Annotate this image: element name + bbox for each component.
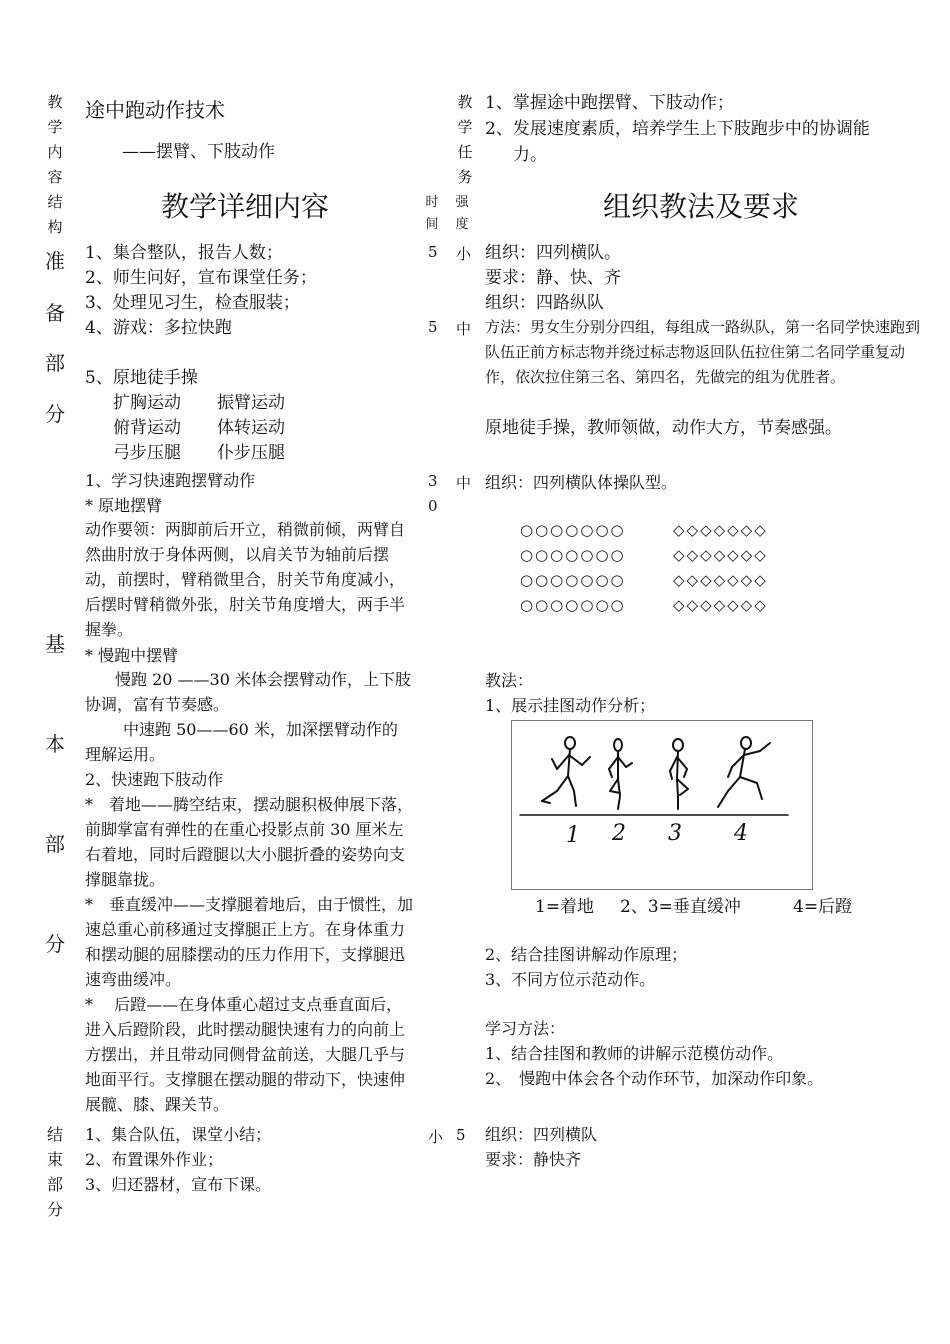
main-p3: 中速跑 50——60 米，加深摆臂动作的理解运用。 bbox=[85, 720, 398, 764]
prep-org: 要求：静、快、齐 bbox=[485, 268, 621, 288]
phase-number: 3 bbox=[668, 821, 682, 846]
main-label-2: 本 bbox=[45, 732, 65, 756]
prep-item: 5、原地徒手操 bbox=[85, 368, 198, 388]
end-item: 3、归还器材，宣布下课。 bbox=[85, 1175, 272, 1194]
figure-caption-1: 1=着地 bbox=[535, 897, 595, 917]
end-time: 5 bbox=[456, 1126, 466, 1144]
main-org: 组织：四列横队体操队型。 bbox=[485, 473, 678, 492]
main-label-4: 分 bbox=[45, 932, 65, 956]
circle-row: ○○○○○○○ bbox=[520, 596, 626, 614]
runner-figure-2 bbox=[609, 739, 632, 809]
phase-number: 1 bbox=[566, 823, 580, 848]
intensity-header: 强 度 bbox=[455, 195, 469, 232]
task-2: 2、发展速度素质，培养学生上下肢跑步中的协调能 bbox=[485, 119, 870, 139]
running-phases-figure bbox=[511, 720, 813, 890]
time-header: 时 间 bbox=[425, 195, 439, 232]
main-time-b: 0 bbox=[428, 497, 438, 515]
main-label-3: 部 bbox=[45, 832, 65, 856]
main-item-2: 2、快速跑下肢动作 bbox=[85, 770, 224, 789]
main-sub-1: * 原地摆臂 bbox=[85, 496, 163, 515]
organization-heading: 组织教法及要求 bbox=[603, 190, 800, 223]
runner-figure-1 bbox=[542, 737, 590, 806]
exercise: 体转运动 bbox=[217, 418, 285, 438]
teaching-task-label: 教 学 任 务 bbox=[457, 93, 473, 186]
formation-diamonds bbox=[673, 518, 768, 618]
main-sub-2: * 慢跑中摆臂 bbox=[85, 646, 179, 665]
lesson-subtitle: ——摆臂、下肢动作 bbox=[122, 142, 275, 162]
prep-label-2: 备 bbox=[45, 301, 65, 325]
task-2-cont: 力。 bbox=[513, 145, 547, 165]
exercise: 扩胸运动 bbox=[113, 393, 181, 413]
prep-item: 3、处理见习生，检查服装； bbox=[85, 293, 300, 313]
main-time: 3 bbox=[428, 472, 438, 490]
running-figures-svg bbox=[512, 721, 812, 889]
circle-row: ○○○○○○○ bbox=[520, 546, 626, 564]
end-item: 2、布置课外作业； bbox=[85, 1150, 224, 1169]
main-p2: 慢跑 20 ——30 米体会摆臂动作，上下肢协调，富有节奏感。 bbox=[85, 670, 411, 714]
exercise: 弓步压腿 bbox=[113, 443, 181, 463]
prep-item: 4、游戏：多拉快跑 bbox=[85, 318, 232, 338]
lesson-title: 途中跑动作技术 bbox=[85, 98, 225, 122]
main-intensity: 中 bbox=[456, 474, 472, 492]
prep-label-3: 部 bbox=[45, 351, 65, 375]
learn-1: 1、结合挂图和教师的讲解示范模仿动作。 bbox=[485, 1044, 784, 1063]
prep-method-2: 原地徒手操，教师领做，动作大方，节奏感强。 bbox=[485, 418, 842, 438]
runner-figure-3 bbox=[670, 739, 688, 809]
teach-title: 教法： bbox=[485, 671, 534, 690]
main-p4: * 着地——腾空结束，摆动腿积极伸展下落，前脚掌富有弹性的在重心投影点前 30 厘米左右着地，同时后蹬腿以大小腿折叠的姿势向支撑腿靠拢。 bbox=[85, 795, 414, 889]
teach-1: 1、展示挂图动作分析； bbox=[485, 696, 656, 715]
diamond-row: ◇◇◇◇◇◇◇ bbox=[673, 571, 768, 589]
prep-item: 1、集合整队，报告人数； bbox=[85, 243, 283, 263]
exercise: 振臂运动 bbox=[217, 393, 285, 413]
prep-org: 组织：四路纵队 bbox=[485, 293, 604, 313]
exercise: 俯背运动 bbox=[113, 418, 181, 438]
prep-item: 2、师生问好，宣布课堂任务； bbox=[85, 268, 317, 288]
diamond-row: ◇◇◇◇◇◇◇ bbox=[673, 546, 768, 564]
phase-number: 2 bbox=[612, 821, 626, 846]
end-item: 1、集合队伍，课堂小结； bbox=[85, 1125, 272, 1144]
phase-number: 4 bbox=[734, 821, 748, 846]
prep-intensity-2: 中 bbox=[456, 320, 472, 338]
task-1: 1、掌握途中跑摆臂、下肢动作； bbox=[485, 93, 734, 113]
circle-row: ○○○○○○○ bbox=[520, 571, 626, 589]
prep-time-2: 5 bbox=[428, 318, 438, 336]
main-label-1: 基 bbox=[45, 632, 65, 656]
main-item-1: 1、学习快速跑摆臂动作 bbox=[85, 471, 256, 490]
prep-org: 组织：四列横队。 bbox=[485, 243, 621, 263]
end-org: 要求：静快齐 bbox=[485, 1150, 582, 1169]
prep-label-4: 分 bbox=[45, 402, 65, 426]
runner-figure-4 bbox=[718, 737, 770, 807]
circle-row: ○○○○○○○ bbox=[520, 521, 626, 539]
exercise: 仆步压腿 bbox=[217, 443, 285, 463]
content-structure-label: 教 学 内 容 结 构 bbox=[47, 93, 63, 236]
learn-title: 学习方法： bbox=[485, 1019, 566, 1038]
formation-circles bbox=[520, 518, 626, 618]
main-p6: * 后蹬——在身体重心超过支点垂直面后，进入后蹬阶段，此时摆动腿快速有力的向前上方摆出，并且带动同侧骨盆前送，大腿几乎与地面平行。支撑腿在摆动腿的带动下，快速伸展髋、膝、踝关节。 bbox=[85, 995, 406, 1114]
figure-caption-2: 2、3=垂直缓冲 bbox=[620, 897, 741, 917]
main-p5: * 垂直缓冲——支撑腿着地后，由于惯性，加速总重心前移通过支撑腿正上方。在身体重力和摆动腿的屈膝摆动的压力作用下，支撑腿迅速弯曲缓冲。 bbox=[85, 895, 414, 989]
detail-heading: 教学详细内容 bbox=[161, 190, 330, 223]
diamond-row: ◇◇◇◇◇◇◇ bbox=[673, 521, 768, 539]
prep-method: 方法：男女生分别分四组，每组成一路纵队，第一名同学快速跑到队伍正前方标志物并绕过标志物返回队伍拉住第二名同学重复动作，依次拉住第三名、第四名，先做完的组为优胜者。 bbox=[485, 318, 921, 386]
end-intensity: 小 bbox=[428, 1128, 444, 1146]
figure-caption-3: 4=后蹬 bbox=[793, 897, 853, 917]
diamond-row: ◇◇◇◇◇◇◇ bbox=[673, 596, 768, 614]
end-org: 组织：四列横队 bbox=[485, 1125, 598, 1144]
prep-label-1: 准 bbox=[45, 249, 65, 273]
prep-intensity-1: 小 bbox=[456, 245, 472, 263]
main-p1: 动作要领：两脚前后开立，稍微前倾，两臂自然曲肘放于身体两侧，以肩关节为轴前后摆动，前摆时，臂稍微里合，肘关节角度减小，后摆时臂稍微外张，肘关节角度增大，两手半握拳。 bbox=[85, 520, 406, 639]
teach-3: 3、不同方位示范动作。 bbox=[485, 970, 656, 989]
teach-2: 2、结合挂图讲解动作原理； bbox=[485, 945, 688, 964]
end-label: 结 束 部 分 bbox=[46, 1125, 63, 1219]
learn-2: 2、 慢跑中体会各个动作环节，加深动作印象。 bbox=[485, 1069, 824, 1088]
prep-time-1: 5 bbox=[428, 243, 438, 261]
